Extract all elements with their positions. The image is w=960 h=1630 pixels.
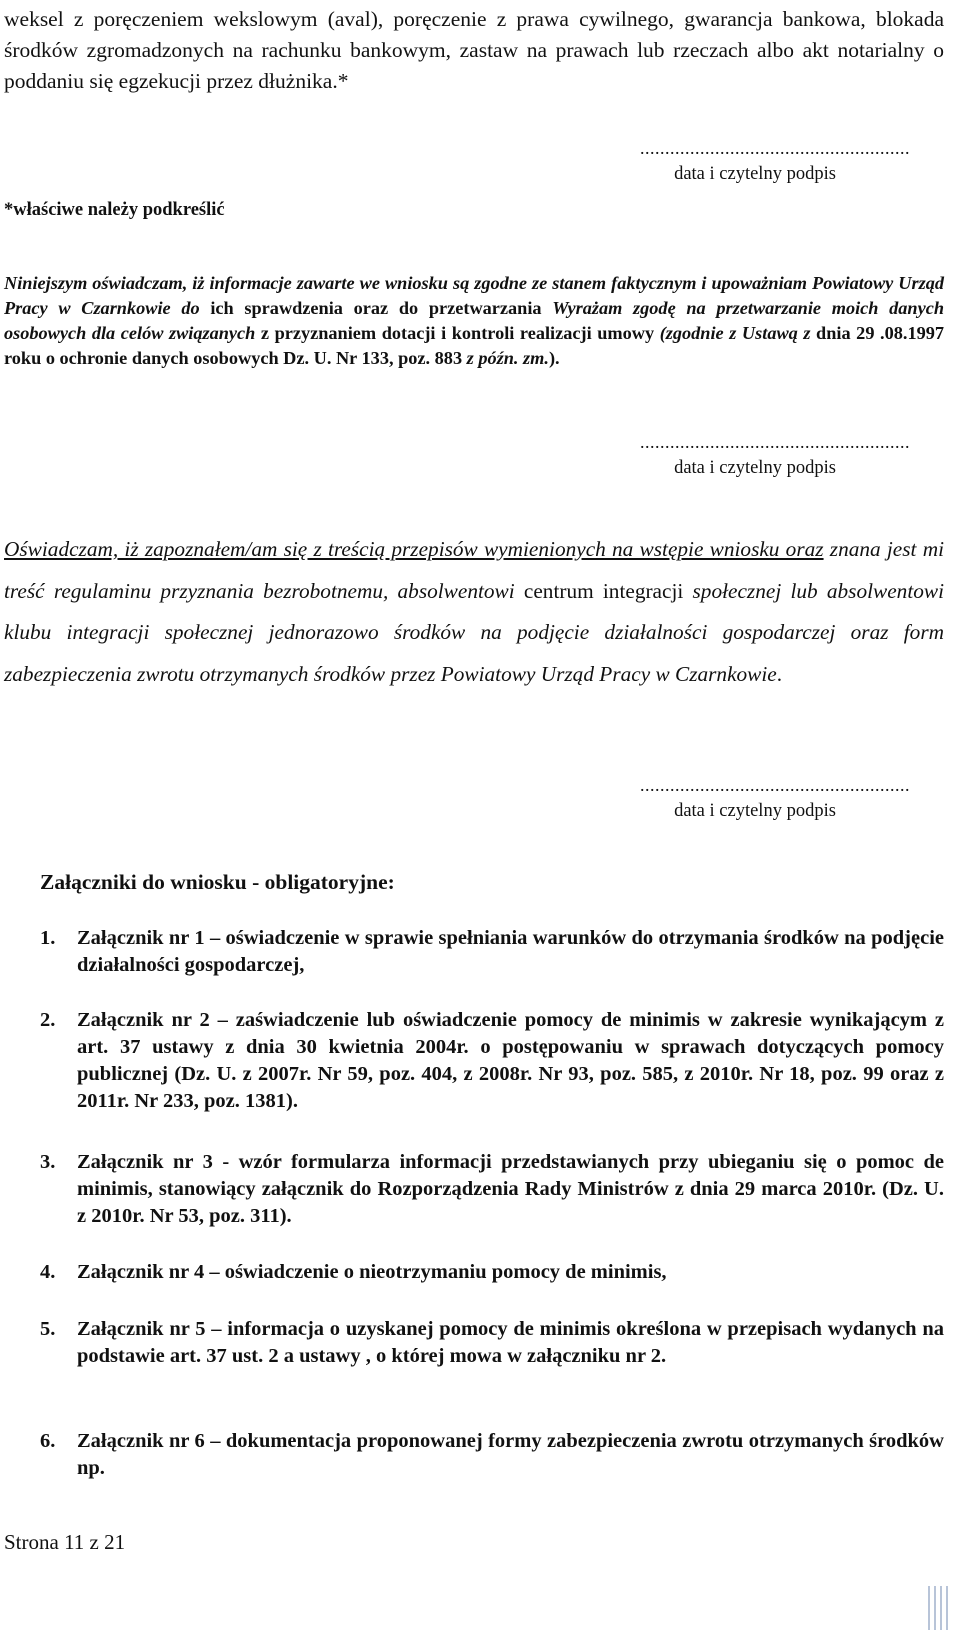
attachment-item [40,1259,944,1286]
declaration1-part2: ich sprawdzenia oraz do przetwarzania [199,298,542,318]
signature-label-3: data i czytelny podpis [674,801,836,821]
top-paragraph: weksel z poręczeniem wekslowym (aval), poręczenie z prawa cywilnego, gwarancja bankowa, blokada środków zgromadzonych na rachunku bankowym, zastaw na prawach lub rzeczach albo akt notarialny o poddaniu się egzekucji przez dłużnika.* [4,7,944,93]
signature-dots-1: ...................................................... [640,138,910,158]
attachment-text: Załącznik nr 4 – oświadczenie o nieotrzymaniu pomocy de minimis, [77,1261,667,1283]
signature-dots-2: ...................................................... [640,432,910,452]
corner-stripes-decoration [926,1586,952,1630]
attachment-text: Załącznik nr 2 – zaświadczenie lub oświadczenie pomocy de minimis w zakresie wynikającym z art. 37 ustawy z dnia 30 kwietnia 2004r. o postępowaniu w sprawach dotyczących pomocy publicznej (Dz. U. z 2007r. Nr 59, poz. 404, z 2008r. Nr 93, poz. 585, z 2010r. Nr 18, poz. 99 oraz z 2011r. Nr 233, poz. 1381). [77,1009,944,1112]
signature-label-2: data i czytelny podpis [674,458,836,478]
declaration1-part6: dnia 29 .08.1997 roku o ochronie danych osobowych Dz. U. Nr 133, poz. 883 [4,323,945,368]
declaration1-part4: z przyznaniem dotacji i kontroli realizacji umowy [255,323,660,343]
attachment-item [40,1007,944,1115]
footnote-note: *właściwe należy podkreślić [4,200,225,220]
attachments-heading: Załączniki do wniosku - obligatoryjne: [40,870,395,894]
attachment-number: 3. [40,1151,56,1173]
page-number: Strona 11 z 21 [4,1530,126,1554]
declaration2-part3: centrum integracji [514,578,684,603]
attachment-number: 5. [40,1318,56,1340]
declaration1-part8: ). [548,348,560,368]
declaration1-part7: z późn. zm. [466,348,549,368]
declaration2-part1: Oświadczam, iż zapoznałem/am się z treścią przepisów wymienionych na wstępie wniosku oraz [4,537,824,561]
attachment-item [40,1149,944,1230]
declaration1-part1: Niniejszym oświadczam, iż informacje zawarte we wniosku są zgodne ze stanem faktycznym i upoważniam Powiatowy Urząd Pracy w Czarnkowie do [4,273,944,318]
declaration2-part5: . [776,661,783,686]
declaration-data-accuracy [4,271,944,371]
attachment-text: Załącznik nr 1 – oświadczenie w sprawie spełniania warunków do otrzymania środków na podjęcie działalności gospodarczej, [77,927,944,976]
declaration2-part4: społecznej lub absolwentowi klubu integracji społecznej jednorazowo środków na podjęcie działalności gospodarczej oraz form zabezpieczenia zwrotu otrzymanych środków przez Powiatowy Urząd Pracy w Czarnkowie [4,578,945,686]
attachment-text: Załącznik nr 5 – informacja o uzyskanej pomocy de minimis określona w przepisach wydanych na podstawie art. 37 ust. 2 a ustawy , o której mowa w załączniku nr 2. [77,1318,944,1367]
attachment-item [40,925,944,979]
attachment-item [40,1428,944,1482]
attachment-text: Załącznik nr 6 – dokumentacja proponowanej formy zabezpieczenia zwrotu otrzymanych środków np. [77,1430,944,1479]
declaration1-part5: (zgodnie z Ustawą z [659,323,811,343]
attachment-number: 1. [40,927,56,949]
declaration-regulations [4,529,944,695]
attachment-text: Załącznik nr 3 - wzór formularza informacji przedstawianych przy ubieganiu się o pomoc de minimis, stanowiący załącznik do Rozporządzenia Rady Ministrów z dnia 29 marca 2010r. (Dz. U. z 2010r. Nr 53, poz. 311). [77,1151,944,1227]
attachment-number: 4. [40,1261,56,1283]
signature-label-1: data i czytelny podpis [674,164,836,184]
signature-dots-3: ...................................................... [640,775,910,795]
attachment-number: 2. [40,1009,56,1031]
attachment-number: 6. [40,1430,56,1452]
declaration2-part2: znana jest mi treść regulaminu przyznania bezrobotnemu, absolwentowi [4,537,944,603]
attachment-item [40,1316,944,1370]
declaration1-part3: Wyrażam zgodę na przetwarzanie moich danych osobowych dla celów związanych [4,298,944,343]
